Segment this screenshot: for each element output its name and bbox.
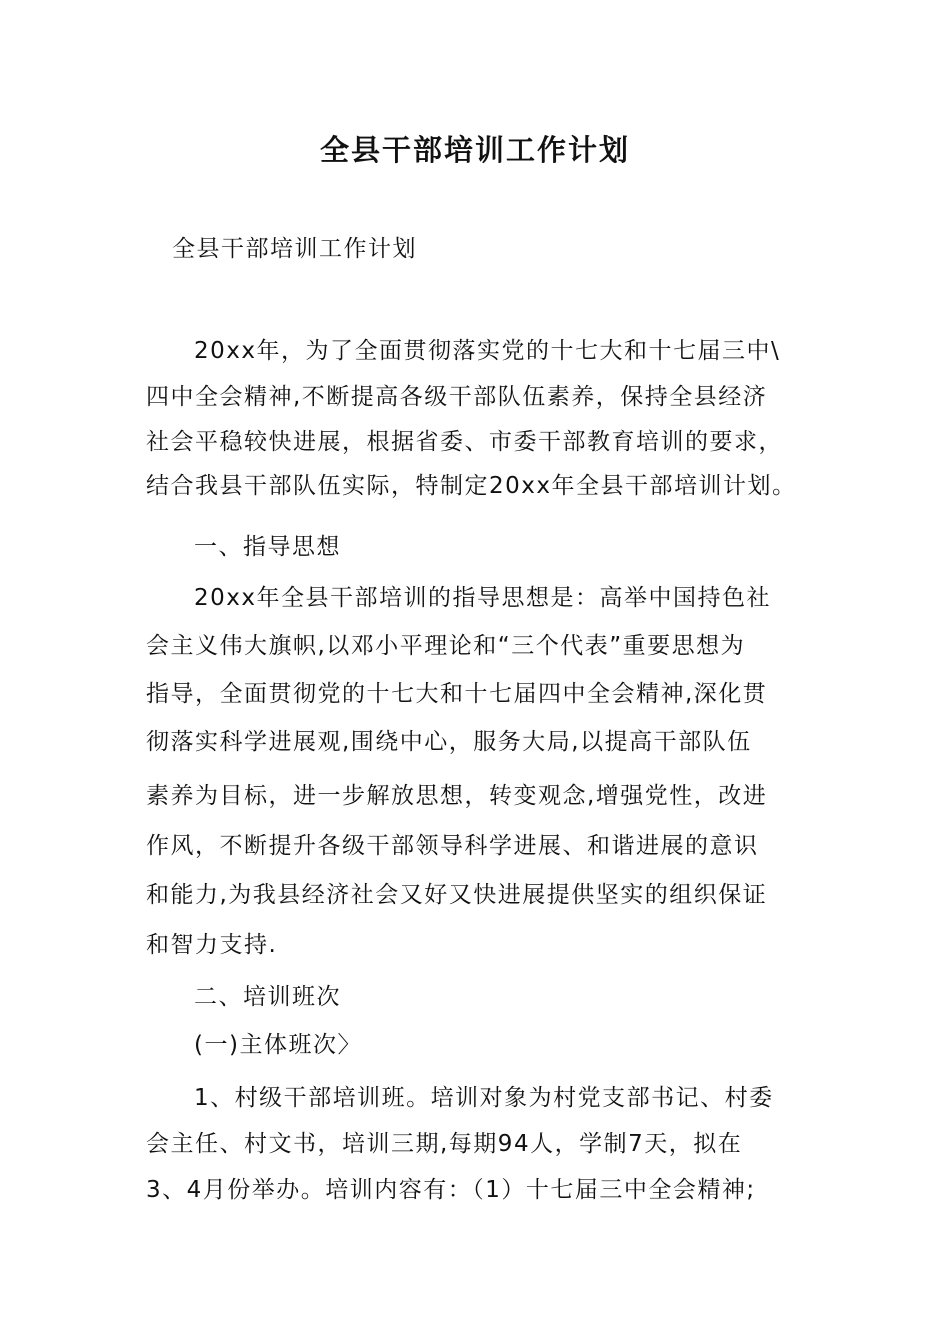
document-title: 全县干部培训工作计划	[319, 133, 630, 167]
paragraph-line: 会主任、村文书，培训三期,每期94人，学制7天，拟在	[146, 1131, 743, 1157]
paragraph-line: 20xx年全县干部培训的指导思想是：高举中国持色社	[194, 585, 771, 611]
section-heading: 二、培训班次	[194, 984, 341, 1010]
section-heading: 一、指导思想	[194, 534, 341, 560]
paragraph-line: 彻落实科学进展观,围绕中心，服务大局,以提高干部队伍	[146, 729, 752, 755]
paragraph-line: 素养为目标，进一步解放思想，转变观念,增强党性，改进	[146, 783, 768, 809]
paragraph-line: 四中全会精神,不断提高各级干部队伍素养，保持全县经济	[146, 384, 768, 410]
paragraph-line: 和能力,为我县经济社会又好又快进展提供坚实的组织保证	[146, 882, 768, 908]
paragraph-line: 作风，不断提升各级干部领导科学进展、和谐进展的意识	[146, 833, 759, 859]
paragraph-line: 和智力支持.	[146, 932, 278, 958]
paragraph-line: 结合我县干部队伍实际，特制定20xx年全县干部培训计划。	[146, 473, 797, 499]
subsection-heading: (一)主体班次〉	[194, 1032, 362, 1058]
paragraph-line: 指导，全面贯彻党的十七大和十七届四中全会精神,深化贯	[146, 681, 768, 707]
paragraph-line: 社会平稳较快进展，根据省委、市委干部教育培训的要求，	[146, 429, 783, 455]
paragraph-line: 1、村级干部培训班。培训对象为村党支部书记、村委	[194, 1085, 774, 1111]
paragraph-line: 20xx年，为了全面贯彻落实党的十七大和十七届三中\	[194, 338, 781, 364]
document-subtitle: 全县干部培训工作计划	[172, 236, 417, 262]
paragraph-line: 会主义伟大旗帜,以邓小平理论和“三个代表”重要思想为	[146, 633, 746, 659]
paragraph-line: 3、4月份举办。培训内容有：（1）十七届三中全会精神;	[146, 1177, 756, 1203]
